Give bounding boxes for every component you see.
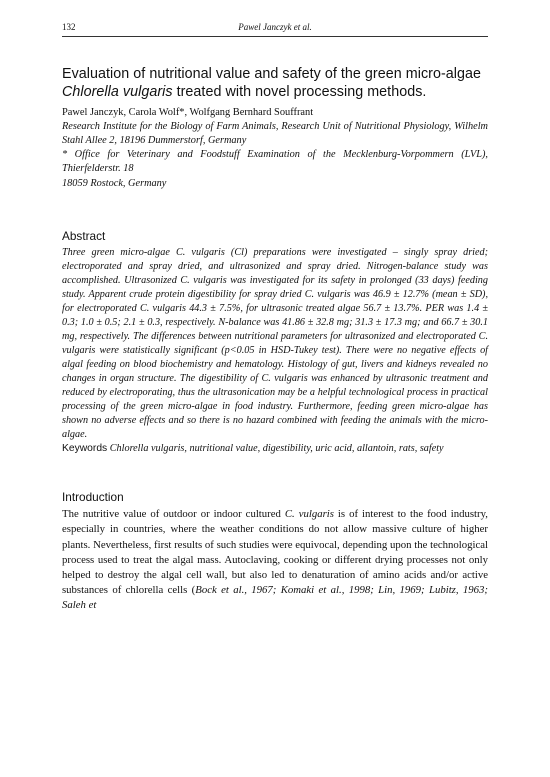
introduction-heading: Introduction xyxy=(62,490,124,505)
author-list: Pawel Janczyk, Carola Wolf*, Wolfgang Bernhard Souffrant xyxy=(62,107,314,119)
page-number: 132 xyxy=(62,22,76,32)
running-author: Pawel Janczyk et al. xyxy=(238,22,312,32)
article-content xyxy=(62,66,488,613)
introduction-text xyxy=(62,507,488,613)
header-rule xyxy=(62,36,488,37)
keywords-text: Chlorella vulgaris, nutritional value, digestibility, uric acid, allantoin, rats, safety xyxy=(109,443,444,455)
article-title xyxy=(62,66,488,101)
running-head xyxy=(62,22,488,36)
affiliation-city: 18059 Rostock, Germany xyxy=(62,177,167,189)
title-species: Chlorella vulgaris xyxy=(62,83,173,100)
keywords-label: Keywords xyxy=(62,443,108,455)
affiliation-primary: Research Institute for the Biology of Farm Animals, Research Unit of Nutritional Physiology, Wilhelm Stahl Allee 2, 18196 Dummerstorf, Germany xyxy=(62,121,488,147)
intro-text-body: is of interest to the food industry, especially in countries, where the weather conditions do not allow massive culture of higher plants. Nevertheless, first results of such studies were equivocal, depending upon the technological process used to treat the algal mass. Autoclaving, cooking or different drying processes not only helped to destroy the algal cell wall, but also led to denaturation of amino acids and/or active substances of chlorella cells ( xyxy=(62,508,488,596)
title-text-end: treated with novel processing methods. xyxy=(172,83,427,100)
intro-text-start: The nutritive value of outdoor or indoor cultured xyxy=(62,508,285,521)
title-text: Evaluation of nutritional value and safety of the green micro-algae xyxy=(62,66,482,82)
intro-citations: Bock et al., 1967; Komaki et al., 1998; Lin, 1969; Lubitz, 1963; Saleh et xyxy=(62,583,488,611)
intro-species: C. vulgaris xyxy=(284,508,334,521)
keywords-line xyxy=(62,442,488,456)
abstract-heading: Abstract xyxy=(62,228,106,243)
abstract-text: Three green micro-algae C. vulgaris (Cl) preparations were investigated – singly spray dried; electroporated and spray dried, and ultrasonized and spray dried. Nitrogen-balance study was accomplished. Ultrasonized C. vulgaris was investigated for its safety in prolonged (33 days) feeding study. Apparent crude protein digestibility for spray dried C. vulgaris was 46.9 ± 12.7% (mean ± SD), for electroporated C. vulgaris 44.3 ± 7.5%, for ultrasonic treated algae 56.7 ± 13.7%. PER was 1.4 ± 0.3; 1.0 ± 0.5; 2.1 ± 0.3, respectively. N-balance was 41.86 ± 32.8 mg; 31.3 ± 17.3 mg; and 66.7 ± 30.1 mg, respectively. The differences between nutritional parameters for ultrasonized and electroporated C. vulgaris were statistically significant (p<0.05 in HSD-Tukey test). There were no negative effects of algal feeding on blood biochemistry and hematology. Histology of gut, livers and kidneys revealed no changes in organ structure. The digestibility of C. vulgaris was enhanced by ultrasonic treatment and reduced by electroporating, thus the ultrasonication may be a helpful technological process in practical processing of the green micro-algae in food industry. Furthermore, feeding green micro-algae has shown no adverse effects and so there is no hazard combined with feeding the animals with the micro-algae. xyxy=(62,246,488,441)
affiliation-secondary: * Office for Veterinary and Foodstuff Examination of the Mecklenburg-Vorpommern (LVL), Thierfelderstr. 18 xyxy=(62,149,488,175)
